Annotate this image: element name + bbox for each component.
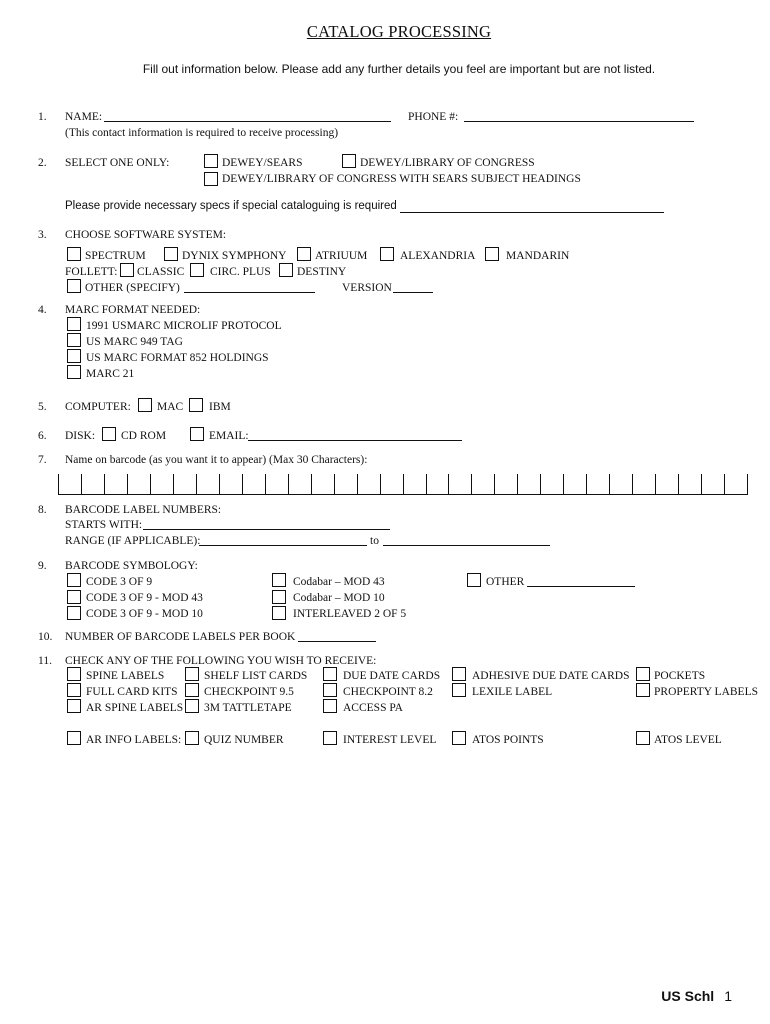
barcode-char-cell[interactable] xyxy=(81,474,104,494)
barcode-char-cell[interactable] xyxy=(311,474,334,494)
alexandria-label: ALEXANDRIA xyxy=(400,250,476,262)
ar-info-checkbox[interactable] xyxy=(67,731,81,745)
q4-number: 4. xyxy=(38,304,47,316)
email-field[interactable] xyxy=(248,430,462,441)
barcode-char-cell[interactable] xyxy=(655,474,678,494)
phone-field[interactable] xyxy=(464,111,694,122)
marc949-checkbox[interactable] xyxy=(67,333,81,347)
ar-spine-label: AR SPINE LABELS xyxy=(86,702,184,714)
range-label: RANGE (IF APPLICABLE): xyxy=(65,535,201,547)
range-end-field[interactable] xyxy=(383,535,550,546)
access-pa-label: ACCESS PA xyxy=(343,702,403,714)
quiz-number-checkbox[interactable] xyxy=(185,731,199,745)
interleaved-checkbox[interactable] xyxy=(272,606,286,620)
atriuum-checkbox[interactable] xyxy=(297,247,311,261)
atos-points-checkbox[interactable] xyxy=(452,731,466,745)
alexandria-checkbox[interactable] xyxy=(380,247,394,261)
ibm-label: IBM xyxy=(209,401,231,413)
spine-labels-label: SPINE LABELS xyxy=(86,670,165,682)
barcode-char-cell[interactable] xyxy=(173,474,196,494)
cdrom-checkbox[interactable] xyxy=(102,427,116,441)
ibm-checkbox[interactable] xyxy=(189,398,203,412)
instructions: Fill out information below. Please add any further details you feel are important but are not listed. xyxy=(142,62,656,76)
atos-level-label: ATOS LEVEL xyxy=(654,734,722,746)
barcode-char-cell[interactable] xyxy=(540,474,563,494)
barcode-char-cell[interactable] xyxy=(150,474,173,494)
dynix-checkbox[interactable] xyxy=(164,247,178,261)
special-specs-label: Please provide necessary specs if special cataloguing is required xyxy=(65,200,397,212)
q7-number: 7. xyxy=(38,454,47,466)
barcode-char-cell[interactable] xyxy=(196,474,219,494)
contact-note: (This contact information is required to receive processing) xyxy=(65,127,339,139)
receive-label: CHECK ANY OF THE FOLLOWING YOU WISH TO RECEIVE: xyxy=(65,655,377,667)
other-symbology-label: OTHER xyxy=(486,576,525,588)
shelf-list-label: SHELF LIST CARDS xyxy=(204,670,308,682)
pockets-checkbox[interactable] xyxy=(636,667,650,681)
dewey-sears-label: DEWEY/SEARS xyxy=(222,157,303,169)
codabar-mod43-checkbox[interactable] xyxy=(272,573,286,587)
cdrom-label: CD ROM xyxy=(121,430,167,442)
dynix-label: DYNIX SYMPHONY xyxy=(182,250,287,262)
footer-brand: US Schl xyxy=(661,988,715,1004)
barcode-char-cell[interactable] xyxy=(380,474,403,494)
barcode-char-cell[interactable] xyxy=(494,474,517,494)
dewey-loc-label: DEWEY/LIBRARY OF CONGRESS xyxy=(360,157,535,169)
q8-number: 8. xyxy=(38,504,47,516)
q3-number: 3. xyxy=(38,229,47,241)
ar-info-label: AR INFO LABELS: xyxy=(86,734,182,746)
barcode-char-cell[interactable] xyxy=(426,474,449,494)
microlif-checkbox[interactable] xyxy=(67,317,81,331)
starts-with-label: STARTS WITH: xyxy=(65,519,143,531)
dewey-sears-checkbox[interactable] xyxy=(204,154,218,168)
barcode-char-cell[interactable] xyxy=(127,474,150,494)
codabar-mod10-checkbox[interactable] xyxy=(272,590,286,604)
other-software-field[interactable] xyxy=(184,282,315,293)
lexile-checkbox[interactable] xyxy=(452,683,466,697)
barcode-char-cell[interactable] xyxy=(104,474,127,494)
marc852-checkbox[interactable] xyxy=(67,349,81,363)
barcode-char-cell[interactable] xyxy=(448,474,471,494)
name-field[interactable] xyxy=(104,111,391,122)
q10-number: 10. xyxy=(38,631,53,643)
q2-number: 2. xyxy=(38,157,47,169)
ar-spine-checkbox[interactable] xyxy=(67,699,81,713)
checkpoint82-label: CHECKPOINT 8.2 xyxy=(343,686,433,698)
barcode-char-cell[interactable] xyxy=(219,474,242,494)
destiny-label: DESTINY xyxy=(297,266,347,278)
other-symbology-checkbox[interactable] xyxy=(467,573,481,587)
property-checkbox[interactable] xyxy=(636,683,650,697)
version-field[interactable] xyxy=(393,282,433,293)
barcode-char-cell[interactable] xyxy=(632,474,655,494)
full-card-checkbox[interactable] xyxy=(67,683,81,697)
range-start-field[interactable] xyxy=(199,535,367,546)
barcode-char-cell[interactable] xyxy=(265,474,288,494)
q6-number: 6. xyxy=(38,430,47,442)
labels-per-book-field[interactable] xyxy=(298,631,376,642)
shelf-list-checkbox[interactable] xyxy=(185,667,199,681)
microlif-label: 1991 USMARC MICROLIF PROTOCOL xyxy=(86,320,282,332)
checkpoint82-checkbox[interactable] xyxy=(323,683,337,697)
mac-checkbox[interactable] xyxy=(138,398,152,412)
follett-label: FOLLETT: xyxy=(65,266,118,278)
codabar-mod43-label: Codabar – MOD 43 xyxy=(293,576,385,588)
other-software-checkbox[interactable] xyxy=(67,279,81,293)
spine-labels-checkbox[interactable] xyxy=(67,667,81,681)
interest-level-checkbox[interactable] xyxy=(323,731,337,745)
dewey-loc-checkbox[interactable] xyxy=(342,154,356,168)
footer xyxy=(661,988,732,1004)
due-date-label: DUE DATE CARDS xyxy=(343,670,441,682)
code39-mod10-label: CODE 3 OF 9 - MOD 10 xyxy=(86,608,203,620)
barcode-char-cell[interactable] xyxy=(357,474,380,494)
q4-label: MARC FORMAT NEEDED: xyxy=(65,304,201,316)
circ-plus-label: CIRC. PLUS xyxy=(210,266,271,278)
code39-mod10-checkbox[interactable] xyxy=(67,606,81,620)
lexile-label: LEXILE LABEL xyxy=(472,686,553,698)
dewey-loc-sears-label: DEWEY/LIBRARY OF CONGRESS WITH SEARS SUBJECT HEADINGS xyxy=(222,173,581,185)
barcode-numbers-label: BARCODE LABEL NUMBERS: xyxy=(65,504,222,516)
barcode-char-cell[interactable] xyxy=(724,474,748,494)
interleaved-label: INTERLEAVED 2 OF 5 xyxy=(293,608,407,620)
circ-plus-checkbox[interactable] xyxy=(190,263,204,277)
property-label: PROPERTY LABELS xyxy=(654,686,758,698)
codabar-mod10-label: Codabar – MOD 10 xyxy=(293,592,385,604)
barcode-name-field[interactable] xyxy=(58,474,748,495)
access-pa-checkbox[interactable] xyxy=(323,699,337,713)
dewey-loc-sears-checkbox[interactable] xyxy=(204,172,218,186)
q1-number: 1. xyxy=(38,111,47,123)
barcode-char-cell[interactable] xyxy=(609,474,632,494)
labels-per-book-label: NUMBER OF BARCODE LABELS PER BOOK xyxy=(65,631,296,643)
quiz-number-label: QUIZ NUMBER xyxy=(204,734,284,746)
barcode-char-cell[interactable] xyxy=(517,474,540,494)
email-label: EMAIL: xyxy=(209,430,249,442)
barcode-char-cell[interactable] xyxy=(563,474,586,494)
mandarin-label: MANDARIN xyxy=(506,250,570,262)
tattletape-checkbox[interactable] xyxy=(185,699,199,713)
name-label: NAME: xyxy=(65,111,103,123)
barcode-char-cell[interactable] xyxy=(58,474,81,494)
barcode-char-cell[interactable] xyxy=(288,474,311,494)
q2-label: SELECT ONE ONLY: xyxy=(65,157,170,169)
email-checkbox[interactable] xyxy=(190,427,204,441)
tattletape-label: 3M TATTLETAPE xyxy=(204,702,292,714)
full-card-label: FULL CARD KITS xyxy=(86,686,178,698)
computer-label: COMPUTER: xyxy=(65,401,131,413)
other-software-label: OTHER (SPECIFY) xyxy=(85,282,180,294)
marc949-label: US MARC 949 TAG xyxy=(86,336,183,348)
mac-label: MAC xyxy=(157,401,184,413)
code39-mod43-checkbox[interactable] xyxy=(67,590,81,604)
marc852-label: US MARC FORMAT 852 HOLDINGS xyxy=(86,352,269,364)
code39-mod43-label: CODE 3 OF 9 - MOD 43 xyxy=(86,592,203,604)
starts-with-field[interactable] xyxy=(143,519,390,530)
barcode-char-cell[interactable] xyxy=(242,474,265,494)
marc21-label: MARC 21 xyxy=(86,368,135,380)
spectrum-label: SPECTRUM xyxy=(85,250,146,262)
atos-level-checkbox[interactable] xyxy=(636,731,650,745)
mandarin-checkbox[interactable] xyxy=(485,247,499,261)
checkpoint95-checkbox[interactable] xyxy=(185,683,199,697)
interest-level-label: INTEREST LEVEL xyxy=(343,734,437,746)
barcode-char-cell[interactable] xyxy=(334,474,357,494)
classic-checkbox[interactable] xyxy=(120,263,134,277)
special-specs-field[interactable] xyxy=(400,202,664,213)
page-title: CATALOG PROCESSING xyxy=(306,22,492,41)
adhesive-label: ADHESIVE DUE DATE CARDS xyxy=(472,670,630,682)
barcode-char-cell[interactable] xyxy=(678,474,701,494)
destiny-checkbox[interactable] xyxy=(279,263,293,277)
q5-number: 5. xyxy=(38,401,47,413)
q9-number: 9. xyxy=(38,560,47,572)
classic-label: CLASSIC xyxy=(137,266,185,278)
symbology-label: BARCODE SYMBOLOGY: xyxy=(65,560,198,572)
disk-label: DISK: xyxy=(65,430,96,442)
q3-label: CHOOSE SOFTWARE SYSTEM: xyxy=(65,229,227,241)
marc21-checkbox[interactable] xyxy=(67,365,81,379)
barcode-char-cell[interactable] xyxy=(701,474,724,494)
spectrum-checkbox[interactable] xyxy=(67,247,81,261)
barcode-name-label: Name on barcode (as you want it to appear) (Max 30 Characters): xyxy=(65,454,368,466)
page-number: 1 xyxy=(724,988,732,1004)
due-date-checkbox[interactable] xyxy=(323,667,337,681)
checkpoint95-label: CHECKPOINT 9.5 xyxy=(204,686,294,698)
adhesive-checkbox[interactable] xyxy=(452,667,466,681)
atos-points-label: ATOS POINTS xyxy=(472,734,544,746)
atriuum-label: ATRIUUM xyxy=(315,250,368,262)
range-to-label: to xyxy=(370,535,379,547)
barcode-char-cell[interactable] xyxy=(586,474,609,494)
code39-checkbox[interactable] xyxy=(67,573,81,587)
barcode-char-cell[interactable] xyxy=(403,474,426,494)
version-label: VERSION xyxy=(342,282,392,294)
q11-number: 11. xyxy=(38,655,52,667)
code39-label: CODE 3 OF 9 xyxy=(86,576,153,588)
pockets-label: POCKETS xyxy=(654,670,706,682)
other-symbology-field[interactable] xyxy=(527,576,635,587)
phone-label: PHONE #: xyxy=(408,111,459,123)
barcode-char-cell[interactable] xyxy=(471,474,494,494)
